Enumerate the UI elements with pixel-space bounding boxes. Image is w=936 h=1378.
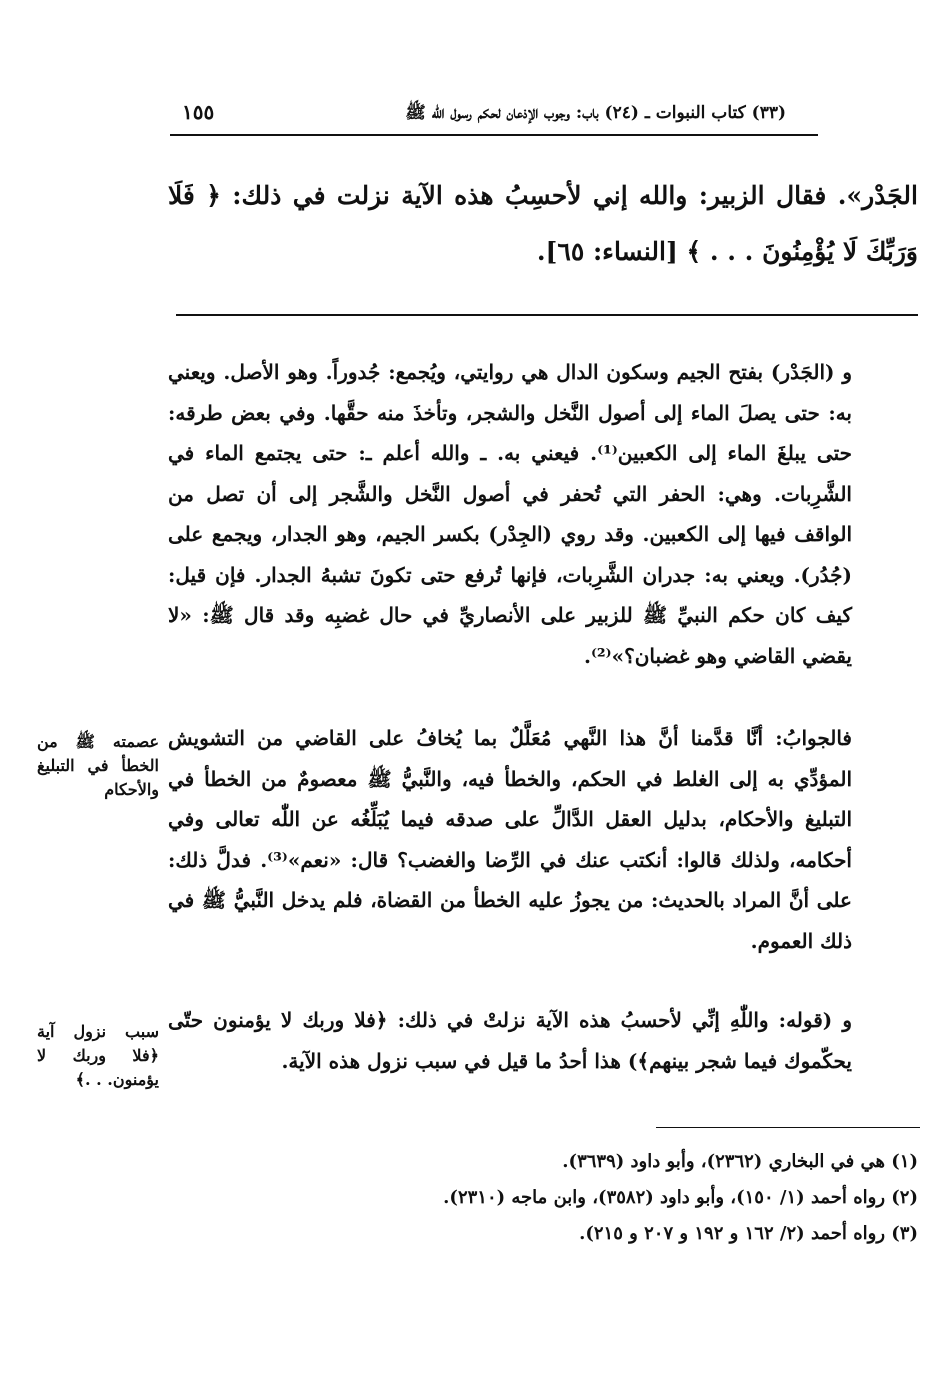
header-title: (٣٣) كتاب النبوات ـ (٢٤) باب: وجوب الإذعان لحكم رسول الله ﷺ: [405, 103, 786, 123]
hadith-text: الجَدْر». فقال الزبير: والله إني لأحسِبُ هذه الآية نزلت في ذلك: ﴿ فَلَا وَرَبِّكَ لَا يُؤْمِنُونَ . . . ﴾ [النساء: ٦٥].: [168, 181, 918, 266]
footnote-divider: [656, 1127, 920, 1128]
footnote-1: (١) هي في البخاري (٢٣٦٢)، وأبو داود (٣٦٣٩).: [562, 1151, 918, 1172]
footnotes: [300, 1144, 918, 1252]
footnote-2: (٢) رواه أحمد (١/ ١٥٠)، وأبو داود (٣٥٨٢)، وابن ماجه (٢٣١٠).: [443, 1187, 918, 1208]
commentary-paragraph-2: فالجوابُ: أنَّا قدَّمنا أنَّ هذا النَّهي مُعَلَّلٌ بما يُخافُ على القاضي من التشويش المؤدِّي به إلى الغلط في الحكم، والخطأ فيه، والنَّبيُّ ﷺ معصومٌ من الخطأ في التبليغ والأحكام، بدليل العقل الدَّالِّ على صدقه فيما يُبَلِّغُه عن اللّٰه تعالى وفي أحكامه، ولذلك قالوا: أنكتب عنك في الرِّضا والغضب؟ قال: «نعم»⁽³⁾. فدلَّ ذلك: على أنَّ المراد بالحديث: من يجوزُ عليه الخطأ من القضاة، فلم يدخل النَّبيُّ ﷺ في ذلك العموم.: [168, 726, 852, 953]
margin-note-infallibility: عصمته ﷺ من الخطأ في التبليغ والأحكام: [37, 732, 159, 799]
footnote-3: (٣) رواه أحمد (٢/ ١٦٢ و ١٩٢ و ٢٠٧ و ٢١٥).: [579, 1223, 918, 1244]
page-number: ١٥٥: [182, 100, 215, 124]
running-header: [170, 100, 786, 134]
section-divider: [176, 314, 918, 316]
margin-note-revelation-cause: سبب نزول آية ﴿فلا وربك لا يؤمنون. . .﴾: [37, 1022, 159, 1089]
commentary-paragraph-1: و (الجَدْر) بفتح الجيم وسكون الدال هي روايتي، ويُجمع: جُدوراً. وهو الأصل. ويعني به: حتى يصلَ الماء إلى أصول النَّخل والشجر، وتأخذَ منه حقَّها. وفي بعض طرقه: حتى يبلغَ الماء إلى الكعبين⁽¹⁾. فيعني به. ـ والله أعلم ـ: حتى يجتمع الماء في الشَّرِبات. وهي: الحفر التي تُحفر في أصول النَّخل والشَّجر إلى أن تصل من الواقف فيها إلى الكعبين. وقد روي (الجِدْر) بكسر الجيم، وهو الجدار، ويجمع على (جُدُر). ويعني به: جدران الشَّرِبات، فإنها تُرفع حتى تكونَ تشبهُ الجدار. فإن قيل: كيف كان حكم النبيِّ ﷺ للزبير على الأنصاريِّ في حال غضبِه وقد قال ﷺ: «لا يقضي القاضي وهو غضبان؟»⁽²⁾.: [168, 360, 853, 668]
commentary-paragraph-3: و (قوله: واللّٰهِ إنِّي لأحسبُ هذه الآية نزلتْ في ذلك: ﴿فلا وربك لا يؤمنون حتّى يحكّموك فيما شجر بينهم﴾) هذا أحدُ ما قيل في سبب نزول هذه الآية.: [168, 1008, 852, 1073]
header-divider: [170, 134, 818, 136]
